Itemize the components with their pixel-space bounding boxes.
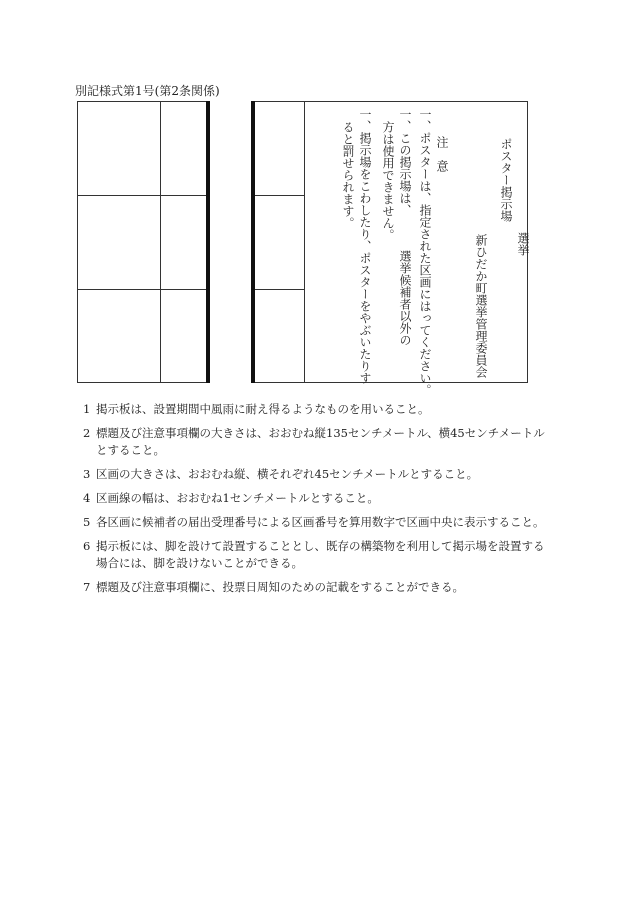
note-item (83, 538, 553, 572)
note-text: 掲示板は、設置期間中風雨に耐え得るようなものを用いること。 (96, 402, 430, 416)
note-number: 2 (83, 426, 91, 440)
notice-item-3-line1: 一、掲示場をこわしたり、ポスターをやぶいたりす (358, 108, 372, 384)
notice-header: 注 意 (435, 136, 449, 172)
notice-item-3-line2: ると罰せられます。 (341, 121, 355, 229)
notice-item-2-line1-right: 選挙候補者以外の (398, 250, 412, 346)
board-edge-thick (251, 101, 255, 383)
board-title-election: 選挙 (516, 232, 530, 256)
note-number: 7 (83, 580, 91, 594)
notice-item-2-line2: 方は使用できません。 (381, 121, 395, 241)
board-title-main: ポスター掲示場 (499, 138, 513, 222)
grid-divider-vertical (160, 102, 161, 382)
note-item (83, 401, 553, 418)
note-text: 各区画に候補者の届出受理番号による区画番号を算用数字で区画中央に表示すること。 (96, 515, 545, 529)
note-item (83, 425, 553, 459)
poster-grid-left (77, 101, 207, 383)
note-item (83, 579, 553, 596)
grid-edge-thick (206, 101, 210, 383)
notice-item-2-line1: 一、この掲示場は、 (398, 108, 412, 216)
poster-board-right (254, 101, 530, 396)
note-item (83, 490, 553, 507)
note-number: 1 (83, 402, 91, 416)
note-text: 標題及び注意事項欄に、投票日周知のための記載をすることができる。 (96, 580, 464, 594)
notes-list (83, 401, 553, 603)
board-committee: 新ひだか町選挙管理委員会 (474, 234, 488, 378)
grid-divider-horizontal (78, 195, 206, 196)
note-text: 掲示板には、脚を設けて設置することとし、既存の構築物を利用して掲示場を設置する場合には、脚を設けないことができる。 (96, 539, 545, 570)
note-number: 5 (83, 515, 91, 529)
note-number: 3 (83, 467, 91, 481)
form-label: 別記様式第1号(第2条関係) (75, 84, 220, 98)
note-number: 4 (83, 491, 91, 505)
note-number: 6 (83, 539, 91, 553)
notice-item-1: 一、ポスターは、指定された区画にはってください。 (418, 108, 432, 396)
note-text: 区画線の幅は、おおむね1センチメートルとすること。 (96, 491, 379, 505)
note-text: 標題及び注意事項欄の大きさは、おおむね縦135センチメートル、横45センチメートルとすること。 (96, 426, 545, 457)
note-item (83, 514, 553, 531)
note-item (83, 466, 553, 483)
board-divider-vertical (304, 102, 305, 382)
grid-divider-horizontal (78, 289, 206, 290)
note-text: 区画の大きさは、おおむね縦、横それぞれ45センチメートルとすること。 (96, 467, 479, 481)
board-divider-horizontal (255, 195, 305, 196)
board-divider-horizontal (255, 289, 305, 290)
